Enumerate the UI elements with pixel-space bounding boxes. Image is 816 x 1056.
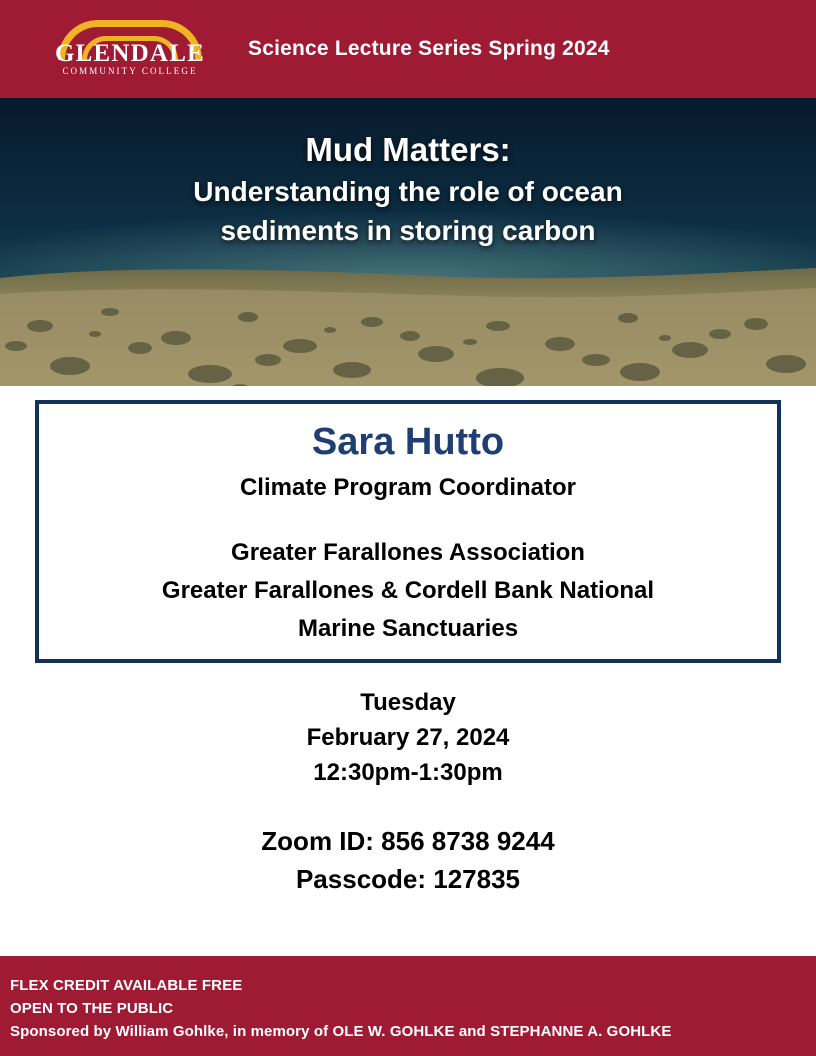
speaker-org-line-3: Marine Sanctuaries: [297, 615, 519, 642]
zoom-details: [0, 822, 816, 898]
speaker-org-line-2: Greater Farallones & Cordell Bank National: [161, 577, 655, 604]
event-time: 12:30pm-1:30pm: [313, 759, 503, 786]
poster-header: [0, 0, 816, 98]
event-date: February 27, 2024: [306, 724, 510, 751]
hero-image: [0, 98, 816, 386]
hero-title-sub-2: sediments in storing carbon: [220, 215, 596, 246]
speaker-info-box: [35, 400, 781, 663]
event-details: [0, 685, 816, 898]
speaker-organization: [39, 534, 777, 648]
speaker-role: Climate Program Coordinator: [239, 474, 577, 501]
footer-open-public: OPEN TO THE PUBLIC: [10, 1000, 174, 1017]
speaker-name: Sara Hutto: [311, 421, 505, 463]
hero-title-block: [0, 128, 816, 250]
zoom-id: Zoom ID: 856 8738 9244: [261, 826, 555, 856]
footer-sponsor: Sponsored by William Gohlke, in memory of OLE W. GOHLKE and STEPHANNE A. GOHLKE: [10, 1023, 672, 1040]
footer-flex-credit: FLEX CREDIT AVAILABLE FREE: [10, 977, 243, 994]
speaker-org-line-1: Greater Farallones Association: [231, 539, 585, 566]
hero-title-sub-1: Understanding the role of ocean: [193, 176, 623, 207]
logo-college-name: GLENDALE: [55, 40, 205, 67]
event-day: Tuesday: [360, 689, 456, 716]
poster-footer: [0, 956, 816, 1056]
logo-college-subtitle: COMMUNITY COLLEGE: [62, 66, 198, 76]
hero-title-main: Mud Matters:: [305, 131, 511, 168]
college-logo: [30, 14, 230, 84]
zoom-passcode: Passcode: 127835: [295, 864, 521, 894]
series-title: Science Lecture Series Spring 2024: [248, 37, 610, 60]
